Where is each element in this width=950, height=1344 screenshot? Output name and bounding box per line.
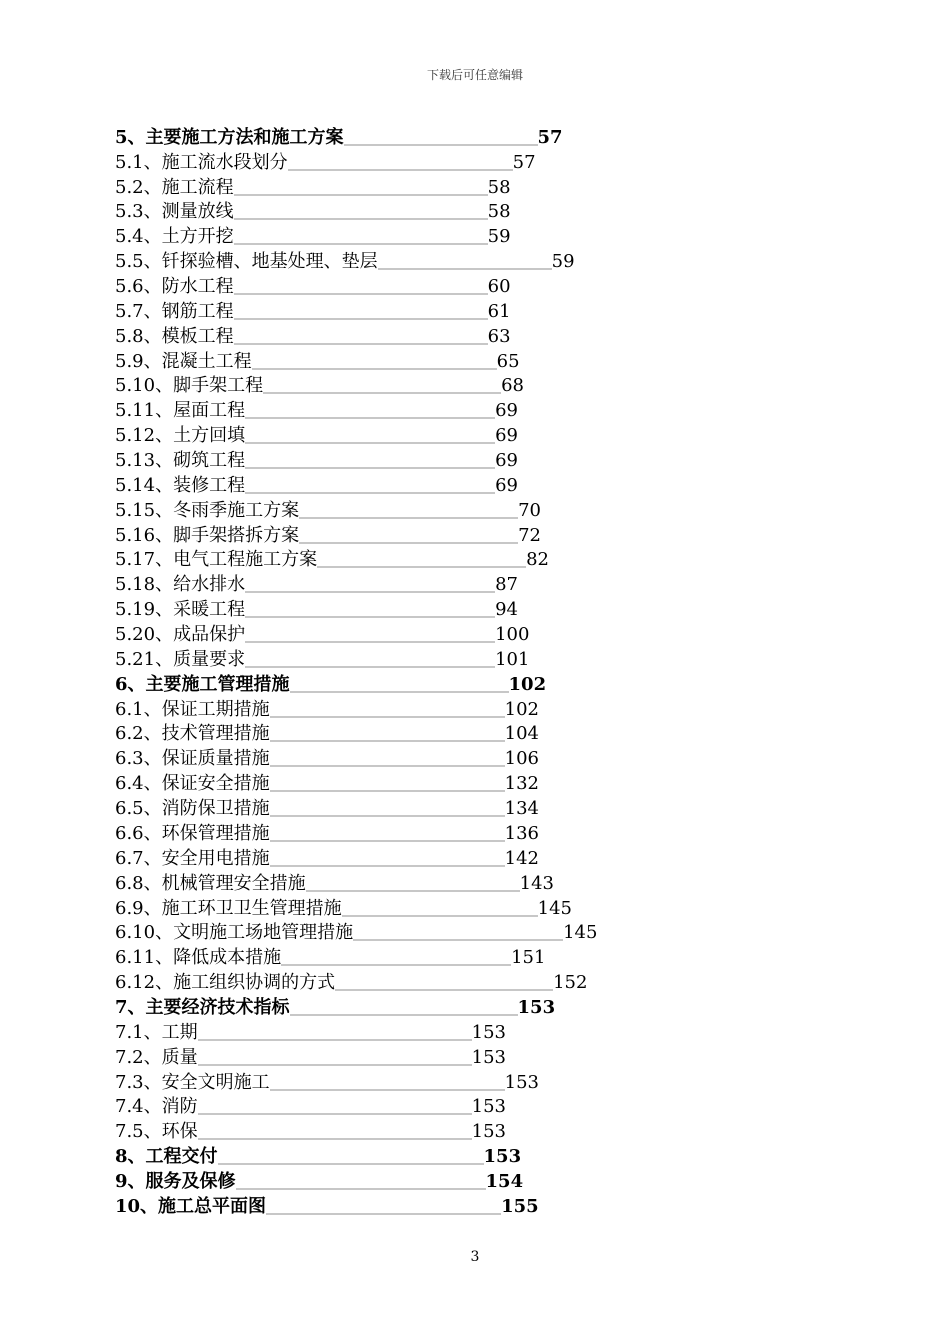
toc-entry[interactable]	[115, 845, 715, 870]
toc-entry-page: 153	[483, 1146, 522, 1168]
toc-entry-page: 72	[518, 524, 541, 546]
toc-leader-dots	[234, 318, 488, 320]
toc-entry[interactable]	[115, 820, 715, 845]
toc-entry[interactable]	[115, 696, 715, 721]
toc-entry-label: 6.11、降低成本措施	[115, 947, 282, 969]
toc-entry-page: 132	[504, 773, 539, 795]
toc-entry-label: 5.13、砌筑工程	[115, 450, 246, 472]
toc-leader-dots	[270, 865, 505, 867]
toc-entry-label: 5.8、模板工程	[115, 325, 234, 347]
toc-entry[interactable]	[115, 298, 715, 323]
toc-entry[interactable]	[115, 273, 715, 298]
toc-leader-dots	[270, 840, 505, 842]
page-number: 3	[470, 1249, 480, 1265]
toc-leader-dots	[234, 343, 488, 345]
toc-entry[interactable]	[115, 895, 715, 920]
toc-entry-page: 153	[471, 1021, 506, 1043]
toc-entry-label: 5.6、防水工程	[115, 276, 234, 298]
toc-entry[interactable]	[115, 1094, 715, 1119]
toc-leader-dots	[234, 218, 488, 220]
toc-entry-page: 57	[512, 151, 536, 173]
toc-entry[interactable]	[115, 721, 715, 746]
toc-leader-dots	[218, 1163, 484, 1165]
toc-entry-label: 5.10、脚手架工程	[115, 375, 264, 397]
toc-entry[interactable]	[115, 373, 715, 398]
toc-entry-page: 153	[504, 1071, 539, 1093]
toc-entry-label: 7.2、质量	[115, 1046, 198, 1068]
toc-entry[interactable]	[115, 223, 715, 248]
toc-leader-dots	[198, 1138, 472, 1140]
toc-entry[interactable]	[115, 1069, 715, 1094]
toc-leader-dots	[245, 442, 495, 444]
toc-leader-dots	[198, 1039, 472, 1041]
toc-leader-dots	[288, 169, 513, 171]
toc-leader-dots	[245, 616, 495, 618]
toc-leader-dots	[270, 1089, 505, 1091]
toc-entry-page: 102	[504, 698, 539, 720]
toc-leader-dots	[342, 915, 538, 917]
toc-entry-page: 155	[501, 1195, 539, 1217]
toc-leader-dots	[270, 765, 505, 767]
toc-entry[interactable]	[115, 1168, 715, 1193]
toc-entry-label: 5、主要施工方法和施工方案	[115, 126, 344, 148]
toc-leader-dots	[290, 1014, 518, 1016]
toc-entry-page: 100	[495, 624, 530, 646]
toc-entry-page: 63	[487, 325, 511, 347]
toc-entry-page: 136	[504, 822, 539, 844]
table-of-contents	[115, 124, 715, 1218]
toc-entry-page: 153	[471, 1096, 506, 1118]
toc-leader-dots	[270, 716, 505, 718]
toc-leader-dots	[234, 194, 488, 196]
toc-leader-dots	[353, 939, 563, 941]
toc-entry-page: 142	[504, 847, 539, 869]
toc-entry[interactable]	[115, 522, 715, 547]
toc-entry-page: 68	[501, 375, 524, 397]
toc-entry-label: 5.11、屋面工程	[115, 400, 246, 422]
toc-leader-dots	[266, 1213, 501, 1215]
toc-entry-label: 7、主要经济技术指标	[115, 996, 290, 1018]
toc-entry-label: 8、工程交付	[115, 1146, 218, 1168]
toc-entry-page: 145	[537, 897, 572, 919]
toc-entry-label: 5.21、质量要求	[115, 648, 246, 670]
toc-entry-page: 94	[495, 599, 518, 621]
toc-entry-label: 6.7、安全用电措施	[115, 847, 270, 869]
toc-entry-page: 104	[504, 723, 539, 745]
toc-entry-label: 5.15、冬雨季施工方案	[115, 499, 300, 521]
toc-entry-label: 5.7、钢筋工程	[115, 300, 234, 322]
toc-leader-dots	[306, 890, 520, 892]
toc-entry[interactable]	[115, 1019, 715, 1044]
toc-entry-label: 6.4、保证安全措施	[115, 773, 270, 795]
toc-entry-page: 69	[495, 474, 518, 496]
toc-entry[interactable]	[115, 671, 715, 696]
toc-entry[interactable]	[115, 770, 715, 795]
toc-leader-dots	[245, 467, 495, 469]
toc-entry-page: 60	[487, 276, 511, 298]
toc-leader-dots	[378, 268, 552, 270]
toc-entry[interactable]	[115, 994, 715, 1019]
toc-entry[interactable]	[115, 447, 715, 472]
toc-entry[interactable]	[115, 174, 715, 199]
toc-entry-label: 7.4、消防	[115, 1096, 198, 1118]
toc-entry-page: 58	[487, 176, 511, 198]
toc-entry-label: 6.2、技术管理措施	[115, 723, 270, 745]
toc-entry-page: 153	[471, 1121, 506, 1143]
toc-entry-page: 65	[496, 350, 520, 372]
toc-entry[interactable]	[115, 969, 715, 994]
toc-entry-label: 5.12、土方回填	[115, 425, 246, 447]
toc-entry-page: 143	[519, 872, 554, 894]
toc-entry-label: 5.2、施工流程	[115, 176, 234, 198]
toc-leader-dots	[299, 517, 518, 519]
toc-entry-label: 6.10、文明施工场地管理措施	[115, 922, 354, 944]
toc-entry[interactable]	[115, 547, 715, 572]
toc-entry-label: 5.1、施工流水段划分	[115, 151, 288, 173]
toc-entry-label: 6.1、保证工期措施	[115, 698, 270, 720]
toc-entry-page: 153	[517, 996, 556, 1018]
toc-entry[interactable]	[115, 497, 715, 522]
toc-entry-page: 70	[518, 499, 541, 521]
toc-entry[interactable]	[115, 1118, 715, 1143]
toc-entry-page: 69	[495, 450, 518, 472]
toc-leader-dots	[198, 1113, 472, 1115]
toc-leader-dots	[270, 790, 505, 792]
toc-entry-page: 61	[487, 300, 511, 322]
toc-entry-page: 87	[495, 574, 518, 596]
toc-entry[interactable]	[115, 795, 715, 820]
toc-entry-label: 7.3、安全文明施工	[115, 1071, 270, 1093]
toc-entry[interactable]	[115, 149, 715, 174]
toc-entry-page: 58	[487, 201, 511, 223]
toc-entry-page: 134	[504, 798, 539, 820]
toc-leader-dots	[281, 964, 511, 966]
toc-leader-dots	[245, 666, 495, 668]
toc-entry-label: 5.17、电气工程施工方案	[115, 549, 318, 571]
toc-entry-label: 6.12、施工组织协调的方式	[115, 972, 336, 994]
toc-entry-label: 5.14、装修工程	[115, 474, 246, 496]
toc-entry[interactable]	[115, 1193, 715, 1218]
toc-entry[interactable]	[115, 397, 715, 422]
toc-entry-label: 10、施工总平面图	[115, 1195, 267, 1217]
toc-entry[interactable]	[115, 745, 715, 770]
toc-entry[interactable]	[115, 1143, 715, 1168]
toc-entry-page: 57	[537, 126, 563, 148]
toc-leader-dots	[234, 243, 488, 245]
page-header: 下载后可任意编辑	[426, 68, 523, 82]
toc-entry-label: 6、主要施工管理措施	[115, 673, 290, 695]
toc-leader-dots	[263, 392, 501, 394]
toc-leader-dots	[344, 144, 538, 146]
toc-entry-label: 5.19、采暖工程	[115, 599, 246, 621]
toc-entry[interactable]	[115, 596, 715, 621]
toc-leader-dots	[252, 368, 497, 370]
toc-entry[interactable]	[115, 422, 715, 447]
toc-leader-dots	[270, 740, 505, 742]
toc-entry-label: 6.6、环保管理措施	[115, 822, 270, 844]
toc-leader-dots	[245, 492, 495, 494]
toc-leader-dots	[198, 1064, 472, 1066]
toc-entry[interactable]	[115, 920, 715, 945]
toc-entry-page: 59	[487, 226, 511, 248]
toc-leader-dots	[245, 417, 495, 419]
toc-entry-label: 5.4、土方开挖	[115, 226, 234, 248]
toc-entry[interactable]	[115, 870, 715, 895]
toc-leader-dots	[245, 591, 495, 593]
toc-entry[interactable]	[115, 348, 715, 373]
toc-leader-dots	[270, 815, 505, 817]
toc-entry-page: 106	[504, 748, 539, 770]
toc-entry[interactable]	[115, 621, 715, 646]
toc-entry[interactable]	[115, 248, 715, 273]
toc-entry[interactable]	[115, 199, 715, 224]
toc-entry-label: 5.18、给水排水	[115, 574, 246, 596]
toc-leader-dots	[245, 641, 495, 643]
toc-entry-page: 154	[485, 1170, 524, 1192]
toc-entry-page: 145	[563, 922, 598, 944]
toc-entry-label: 9、服务及保修	[115, 1170, 236, 1192]
toc-entry-page: 151	[511, 947, 546, 969]
toc-entry-label: 5.20、成品保护	[115, 624, 246, 646]
toc-entry[interactable]	[115, 571, 715, 596]
toc-entry[interactable]	[115, 1044, 715, 1069]
toc-leader-dots	[234, 293, 488, 295]
toc-entry-page: 101	[495, 648, 530, 670]
toc-entry[interactable]	[115, 124, 715, 149]
toc-entry-label: 7.1、工期	[115, 1021, 198, 1043]
toc-entry-page: 152	[553, 972, 588, 994]
toc-leader-dots	[317, 566, 526, 568]
toc-entry-label: 5.16、脚手架搭拆方案	[115, 524, 300, 546]
toc-entry-page: 59	[551, 251, 575, 273]
toc-entry-label: 5.3、测量放线	[115, 201, 234, 223]
toc-entry[interactable]	[115, 323, 715, 348]
toc-entry-label: 6.9、施工环卫卫生管理措施	[115, 897, 342, 919]
toc-entry-label: 6.3、保证质量措施	[115, 748, 270, 770]
toc-leader-dots	[335, 989, 553, 991]
toc-entry-page: 69	[495, 400, 518, 422]
toc-entry-label: 5.5、钎探验槽、地基处理、垫层	[115, 251, 378, 273]
toc-leader-dots	[299, 542, 518, 544]
toc-entry[interactable]	[115, 944, 715, 969]
toc-entry-label: 6.5、消防保卫措施	[115, 798, 270, 820]
toc-entry-label: 7.5、环保	[115, 1121, 198, 1143]
toc-entry[interactable]	[115, 472, 715, 497]
toc-entry-page: 102	[508, 673, 547, 695]
toc-entry[interactable]	[115, 646, 715, 671]
toc-entry-page: 82	[526, 549, 549, 571]
toc-entry-page: 153	[471, 1046, 506, 1068]
toc-entry-label: 5.9、混凝土工程	[115, 350, 252, 372]
toc-entry-label: 6.8、机械管理安全措施	[115, 872, 306, 894]
toc-entry-page: 69	[495, 425, 518, 447]
toc-leader-dots	[290, 691, 509, 693]
toc-leader-dots	[236, 1188, 486, 1190]
